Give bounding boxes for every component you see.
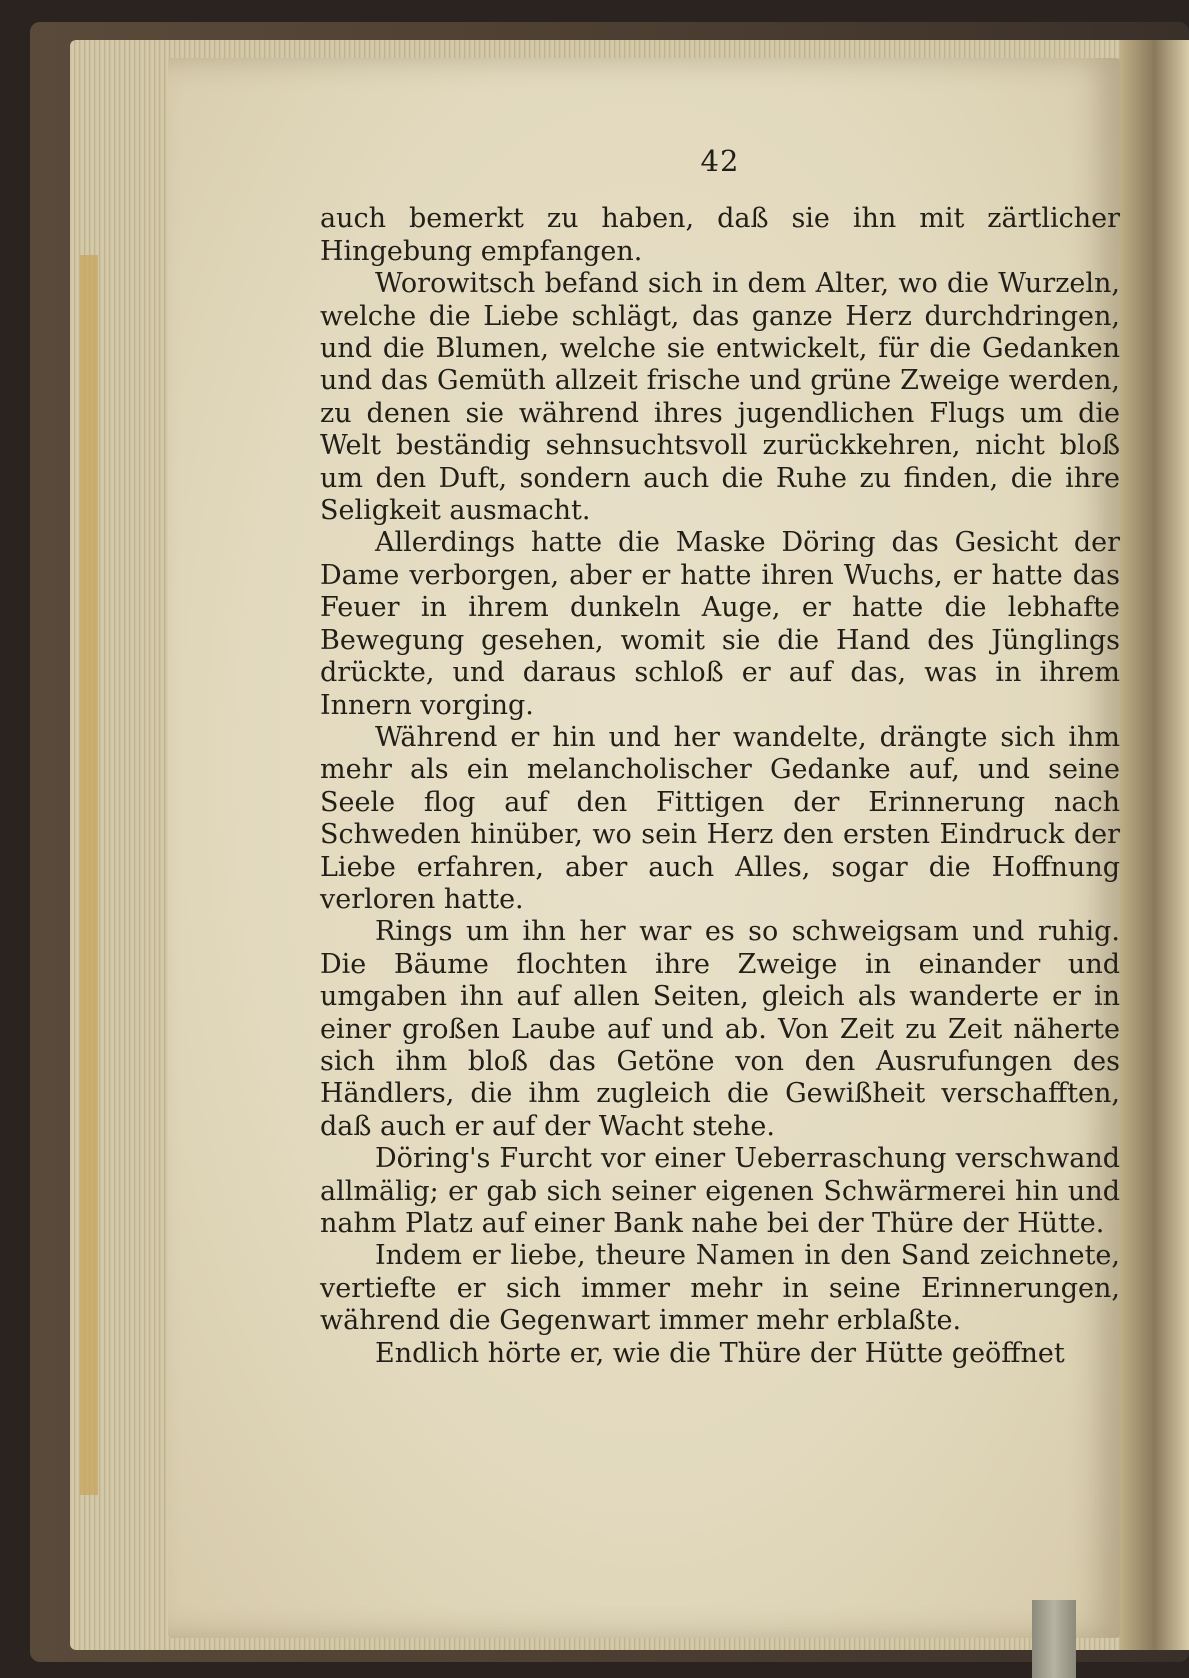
page-content: [320, 145, 1120, 1370]
page-tab-strip: [80, 255, 98, 1495]
paragraph-6: Döring's Furcht vor einer Ueberraschung verschwand allmälig; er gab sich seiner eigenen Schwärmerei hin und nahm Platz auf einer Bank nahe bei der Thüre der Hütte.: [320, 1143, 1120, 1239]
book-gutter: [1120, 40, 1189, 1650]
paragraph-3: Allerdings hatte die Maske Döring das Gesicht der Dame verborgen, aber er hatte ihren Wuchs, er hatte das Feuer in ihrem dunkeln Auge, er hatte die lebhafte Bewegung gesehen, womit sie die Hand des Jünglings drückte, und daraus schloß er auf das, was in ihrem Innern vorging.: [320, 527, 1120, 721]
page-number: 42: [700, 144, 740, 178]
bookmark-ribbon: [1032, 1600, 1076, 1678]
paragraph-8: Endlich hörte er, wie die Thüre der Hütte geöffnet: [375, 1337, 1065, 1369]
paragraph-1: auch bemerkt zu haben, daß sie ihn mit zärtlicher Hingebung empfangen.: [320, 203, 1120, 267]
paragraph-4: Während er hin und her wandelte, drängte sich ihm mehr als ein melancholischer Gedanke auf, und seine Seele flog auf den Fittigen der Erinnerung nach Schweden hinüber, wo sein Herz den ersten Eindruck der Liebe erfahren, aber auch Alles, sogar die Hoffnung verloren hatte.: [320, 721, 1120, 915]
paragraph-7: Indem er liebe, theure Namen in den Sand zeichnete, vertiefte er sich immer mehr in seine Erinnerungen, während die Gegenwart immer mehr erblaßte.: [320, 1240, 1120, 1337]
paragraph-5: Rings um ihn her war es so schweigsam und ruhig. Die Bäume flochten ihre Zweige in einander und umgaben ihn auf allen Seiten, gleich als wanderte er in einer großen Laube auf und ab. Von Zeit zu Zeit näherte sich ihm bloß das Getöne von den Ausrufungen des Händlers, die ihm zugleich die Gewißheit verschafften, daß auch er auf der Wacht stehe.: [320, 916, 1120, 1142]
paragraph-2: Worowitsch befand sich in dem Alter, wo die Wurzeln, welche die Liebe schlägt, das ganze Herz durchdringen, und die Blumen, welche sie entwickelt, für die Gedanken und das Gemüth allzeit frische und grüne Zweige werden, zu denen sie während ihres jugendlichen Flugs um die Welt beständig sehnsuchtsvoll zurückkehren, nicht bloß um den Duft, sondern auch die Ruhe zu finden, die ihre Seligkeit ausmacht.: [320, 268, 1120, 527]
